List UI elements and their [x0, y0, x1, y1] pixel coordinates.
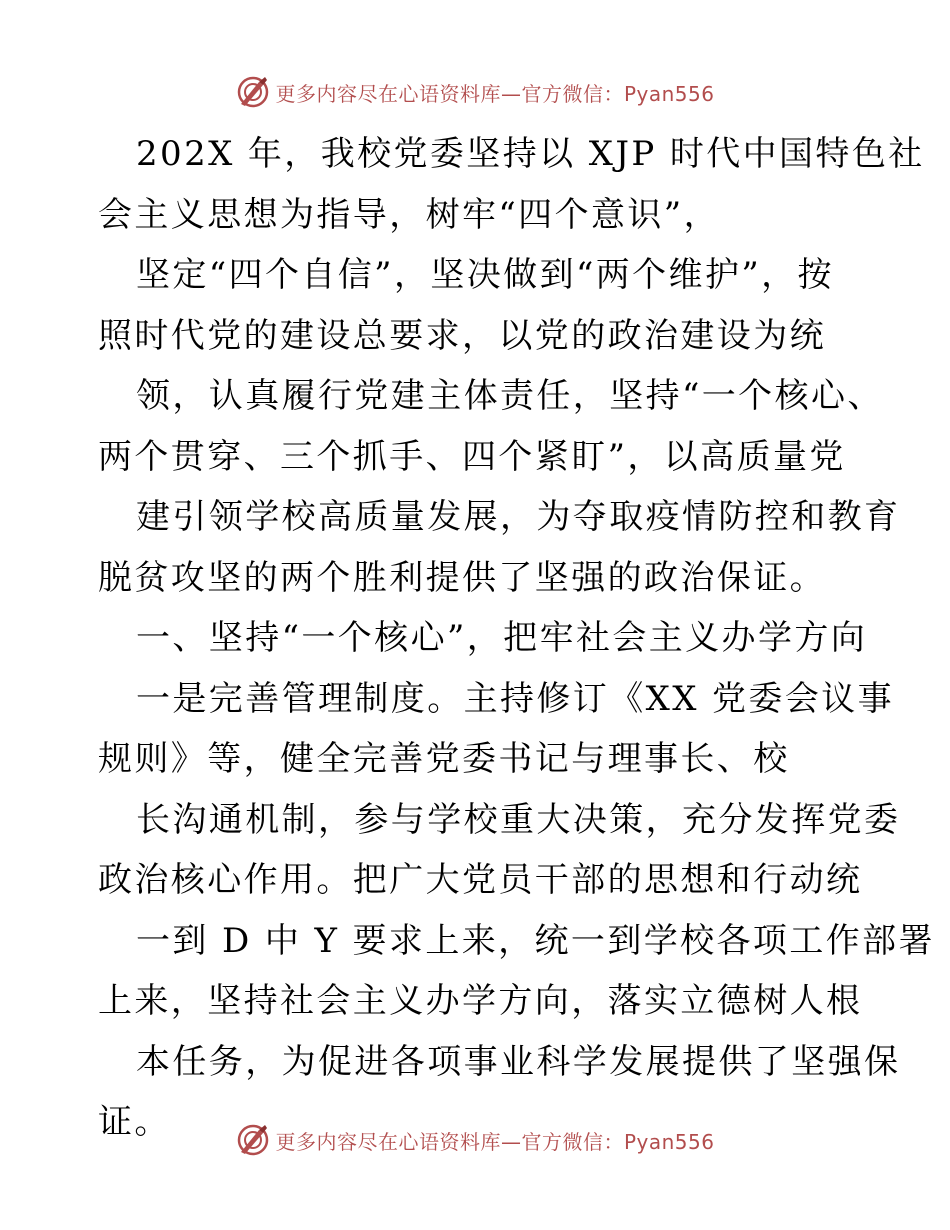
body-line: 建引领学校高质量发展，为夺取疫情防控和教育 — [136, 497, 901, 537]
pen-circle-logo-icon — [235, 74, 271, 110]
document-body — [98, 124, 935, 1153]
section-heading: 一、坚持“一个核心”，把牢社会主义办学方向 — [136, 618, 868, 658]
body-line: 202X 年，我校党委坚持以 XJP 时代中国特色社 — [136, 134, 925, 174]
body-line: 脱贫攻坚的两个胜利提供了坚强的政治保证。 — [98, 557, 826, 598]
header-banner — [0, 72, 950, 112]
body-line: 会主义思想为指导，树牢“四个意识”， — [98, 194, 720, 235]
body-line: 政治核心作用。把广大党员干部的思想和行动统 — [98, 860, 863, 900]
header-banner-text: 更多内容尽在心语资料库—官方微信：Pyan556 — [275, 81, 715, 106]
body-line: 上来，坚持社会主义办学方向，落实立德树人根 — [98, 981, 863, 1021]
body-line: 坚定“四个自信”，坚决做到“两个维护”，按 — [136, 255, 834, 295]
body-line: 领，认真履行党建主体责任，坚持“一个核心、 — [136, 376, 884, 416]
body-line: 证。 — [98, 1102, 171, 1142]
body-line: 照时代党的建设总要求，以党的政治建设为统 — [98, 315, 826, 356]
body-line: 本任务，为促进各项事业科学发展提供了坚强保 — [136, 1041, 901, 1082]
body-line: 一到 D 中 Y 要求上来，统一到学校各项工作部署 — [136, 920, 935, 961]
body-line: 长沟通机制，参与学校重大决策，充分发挥党委 — [136, 799, 901, 840]
pen-circle-logo-icon — [235, 1122, 271, 1158]
footer-banner — [0, 1120, 950, 1160]
body-line: 一是完善管理制度。主持修订《XX 党委会议事 — [136, 678, 895, 719]
footer-banner-text: 更多内容尽在心语资料库—官方微信：Pyan556 — [275, 1129, 715, 1154]
body-line: 两个贯穿、三个抓手、四个紧盯”，以高质量党 — [98, 436, 846, 477]
body-line: 规则》等，健全完善党委书记与理事长、校 — [98, 739, 790, 779]
